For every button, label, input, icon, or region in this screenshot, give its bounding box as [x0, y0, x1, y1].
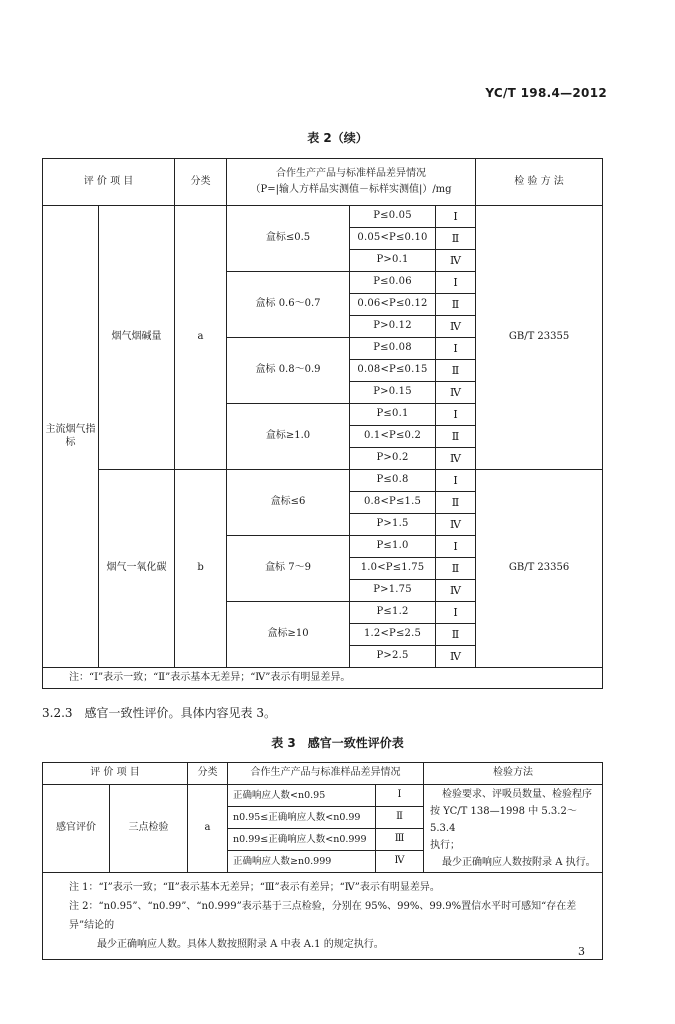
table-row — [43, 206, 603, 228]
page-number: 3 — [578, 945, 585, 958]
indicator-class: a — [175, 206, 227, 470]
t3-header-item: 评 价 项 目 — [43, 763, 188, 785]
diff-grade: Ⅱ — [436, 426, 476, 448]
standard-id: YC/T 198.4—2012 — [485, 86, 607, 100]
band-label: 盒标≤0.5 — [227, 206, 350, 272]
band-label: 盒标≥1.0 — [227, 404, 350, 470]
header-item: 评 价 项 目 — [43, 159, 175, 206]
method-line: 执行； — [430, 840, 461, 851]
diff-grade: Ⅱ — [436, 294, 476, 316]
diff-grade: Ⅰ — [436, 338, 476, 360]
diff-rule: 0.05<P≤0.10 — [350, 228, 436, 250]
diff-grade: Ⅰ — [436, 602, 476, 624]
diff-rule: P≤1.0 — [350, 536, 436, 558]
diff-grade: Ⅳ — [436, 580, 476, 602]
diff-rule: P≤0.8 — [350, 470, 436, 492]
table2-caption: 表 2（续） — [307, 131, 368, 145]
diff-rule: P>0.12 — [350, 316, 436, 338]
diff-grade: Ⅰ — [436, 206, 476, 228]
header-method: 检 验 方 法 — [476, 159, 603, 206]
diff-grade: Ⅳ — [436, 448, 476, 470]
t3-header-method: 检验方法 — [424, 763, 603, 785]
diff-grade: Ⅱ — [436, 558, 476, 580]
diff-grade: Ⅳ — [436, 514, 476, 536]
table-row — [43, 785, 603, 807]
diff-grade: Ⅳ — [436, 646, 476, 668]
diff-grade: Ⅱ — [436, 624, 476, 646]
diff-rule: P≤0.05 — [350, 206, 436, 228]
method-line: 检验要求、评吸员数量、检验程序 — [442, 789, 593, 800]
band-label: 盒标 7～9 — [227, 536, 350, 602]
table3 — [42, 762, 603, 960]
table-note-row — [43, 873, 603, 960]
header-diff-title: 合作生产产品与标准样品差异情况 — [276, 168, 427, 179]
test-method: GB/T 23356 — [476, 470, 603, 668]
t3-grade: Ⅱ — [376, 807, 424, 829]
indicator-name: 烟气烟碱量 — [99, 206, 175, 470]
t3-class: a — [188, 785, 228, 873]
indicator-class: b — [175, 470, 227, 668]
t3-rule: n0.95≤正确响应人数<n0.99 — [228, 807, 376, 829]
diff-grade: Ⅱ — [436, 228, 476, 250]
diff-grade: Ⅰ — [436, 272, 476, 294]
note-line: 注 1：“Ⅰ”表示一致；“Ⅱ”表示基本无差异；“Ⅲ”表示有差异；“Ⅳ”表示有明显差异。 — [69, 882, 440, 893]
diff-rule: P>1.75 — [350, 580, 436, 602]
t3-header-class: 分类 — [188, 763, 228, 785]
t3-item-main: 感官评价 — [43, 785, 110, 873]
group-label: 主流烟气指标 — [43, 206, 99, 668]
section-3-2-3: 3.2.3 感官一致性评价。具体内容见表 3。 — [42, 706, 276, 720]
diff-grade: Ⅱ — [436, 360, 476, 382]
diff-rule: P>0.1 — [350, 250, 436, 272]
diff-rule: P≤0.1 — [350, 404, 436, 426]
note-line: 最少正确响应人数。具体人数按照附录 A 中表 A.1 的规定执行。 — [97, 939, 384, 950]
diff-grade: Ⅱ — [436, 492, 476, 514]
t3-rule: n0.99≤正确响应人数<n0.999 — [228, 829, 376, 851]
t3-rule: 正确响应人数≥n0.999 — [228, 851, 376, 873]
diff-rule: P>0.2 — [350, 448, 436, 470]
table2-note: 注：“Ⅰ”表示一致；“Ⅱ”表示基本无差异；“Ⅳ”表示有明显差异。 — [43, 668, 603, 689]
header-class: 分类 — [175, 159, 227, 206]
diff-rule: P>2.5 — [350, 646, 436, 668]
header-diff-formula: （P=|输人方样品实测值－标样实测值|）/mg — [250, 183, 452, 195]
method-line: 按 YC/T 138—1998 中 5.3.2～5.3.4 — [430, 806, 577, 834]
diff-grade: Ⅰ — [436, 404, 476, 426]
table-note-row — [43, 668, 603, 689]
t3-grade: Ⅲ — [376, 829, 424, 851]
diff-rule: 1.2<P≤2.5 — [350, 624, 436, 646]
diff-grade: Ⅳ — [436, 382, 476, 404]
diff-rule: P≤1.2 — [350, 602, 436, 624]
t3-rule: 正确响应人数<n0.95 — [228, 785, 376, 807]
band-label: 盒标 0.6～0.7 — [227, 272, 350, 338]
t3-grade: Ⅳ — [376, 851, 424, 873]
diff-rule: 0.1<P≤0.2 — [350, 426, 436, 448]
table3-notes — [43, 873, 603, 960]
diff-rule: P≤0.08 — [350, 338, 436, 360]
test-method: GB/T 23355 — [476, 206, 603, 470]
t3-method — [424, 785, 603, 873]
diff-rule: P>1.5 — [350, 514, 436, 536]
diff-grade: Ⅳ — [436, 316, 476, 338]
diff-rule: 0.06<P≤0.12 — [350, 294, 436, 316]
band-label: 盒标≤6 — [227, 470, 350, 536]
method-line: 最少正确响应人数按附录 A 执行。 — [442, 857, 596, 868]
diff-rule: 0.08<P≤0.15 — [350, 360, 436, 382]
t3-header-diff: 合作生产产品与标准样品差异情况 — [228, 763, 424, 785]
band-label: 盒标 0.8～0.9 — [227, 338, 350, 404]
table-row — [43, 470, 603, 492]
diff-grade: Ⅰ — [436, 470, 476, 492]
band-label: 盒标≥10 — [227, 602, 350, 668]
table2 — [42, 158, 603, 689]
table3-caption: 表 3 感官一致性评价表 — [271, 736, 404, 750]
indicator-name: 烟气一氧化碳 — [99, 470, 175, 668]
diff-grade: Ⅰ — [436, 536, 476, 558]
t3-grade: Ⅰ — [376, 785, 424, 807]
note-line: 注 2：“n0.95”、“n0.99”、“n0.999”表示基于三点检验，分别在 95%、99%、99.9%置信水平时可感知“存在差异”结论的 — [69, 901, 577, 931]
diff-rule: 0.8<P≤1.5 — [350, 492, 436, 514]
t3-item-sub: 三点检验 — [110, 785, 188, 873]
diff-rule: 1.0<P≤1.75 — [350, 558, 436, 580]
diff-rule: P>0.15 — [350, 382, 436, 404]
header-diff — [227, 159, 476, 206]
diff-rule: P≤0.06 — [350, 272, 436, 294]
diff-grade: Ⅳ — [436, 250, 476, 272]
